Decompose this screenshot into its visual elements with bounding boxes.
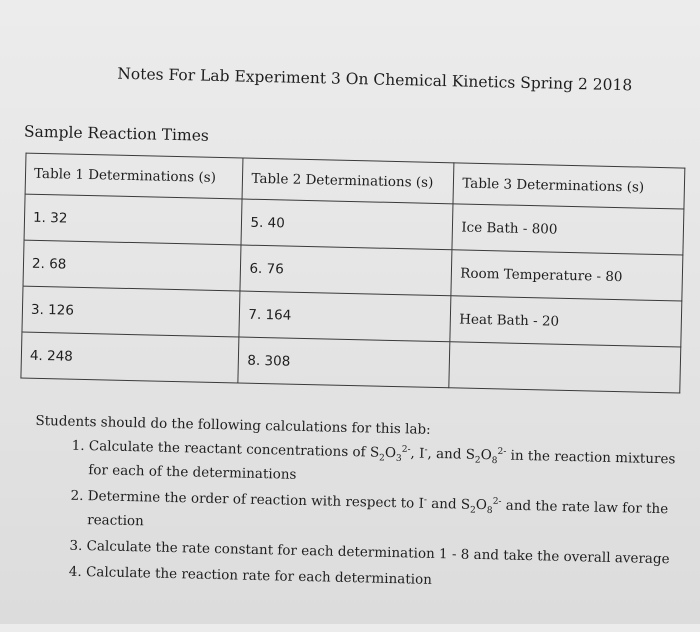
table-cell: 4. 248 xyxy=(21,332,239,383)
table-cell: 7. 164 xyxy=(239,291,451,342)
item-text: O xyxy=(480,447,492,464)
subscript: 8 xyxy=(491,455,498,467)
instructions-lead: Students should do the following calculations for this lab: xyxy=(35,412,431,438)
subscript: 8 xyxy=(486,505,493,516)
superscript: 2- xyxy=(492,496,502,507)
subscript: 2 xyxy=(469,505,476,516)
item-text: , and S xyxy=(427,445,476,463)
list-item: 3. Calculate the rate constant for each determination 1 - 8 and take the overall average xyxy=(86,534,696,572)
table-cell: 1. 32 xyxy=(24,194,242,245)
page-title: Notes For Lab Experiment 3 On Chemical Kinetics Spring 2 2018 xyxy=(117,64,633,95)
item-text: and the rate law for the reaction xyxy=(87,497,669,530)
table-cell: Heat Bath - 20 xyxy=(450,296,682,347)
superscript: 2- xyxy=(401,444,411,455)
table-cell: 5. 40 xyxy=(241,199,453,250)
subscript: 3 xyxy=(395,453,402,464)
superscript: 2- xyxy=(497,446,507,458)
table-cell xyxy=(449,342,681,393)
item-text: Calculate the reactant concentrations of S xyxy=(88,438,380,461)
item-text: Determine the order of reaction with respect to I xyxy=(87,488,425,512)
item-text: and S xyxy=(426,495,471,513)
instructions-list xyxy=(56,433,699,599)
item-text: O xyxy=(475,496,488,514)
section-title: Sample Reaction Times xyxy=(23,122,210,145)
table-cell: 6. 76 xyxy=(240,245,452,296)
table-cell: 2. 68 xyxy=(23,240,241,291)
item-text: O xyxy=(384,444,397,462)
superscript: - xyxy=(423,495,428,506)
item-text: in the reaction mixtures for each of the determinations xyxy=(88,447,676,483)
table-cell: Ice Bath - 800 xyxy=(452,204,684,255)
table-cell: 3. 126 xyxy=(22,286,240,337)
header-table2: Table 2 Determinations (s) xyxy=(243,158,455,204)
subscript: 2 xyxy=(378,453,385,464)
item-text: , I xyxy=(410,445,425,462)
header-table3: Table 3 Determinations (s) xyxy=(453,163,685,209)
superscript: - xyxy=(424,445,428,456)
subscript: 2 xyxy=(474,455,481,466)
reaction-times-table xyxy=(20,153,685,394)
table-cell: 8. 308 xyxy=(238,337,450,388)
header-table1: Table 1 Determinations (s) xyxy=(25,153,243,199)
table-cell: Room Temperature - 80 xyxy=(451,250,683,301)
list-item: 4. Calculate the reaction rate for each determination xyxy=(86,560,696,598)
